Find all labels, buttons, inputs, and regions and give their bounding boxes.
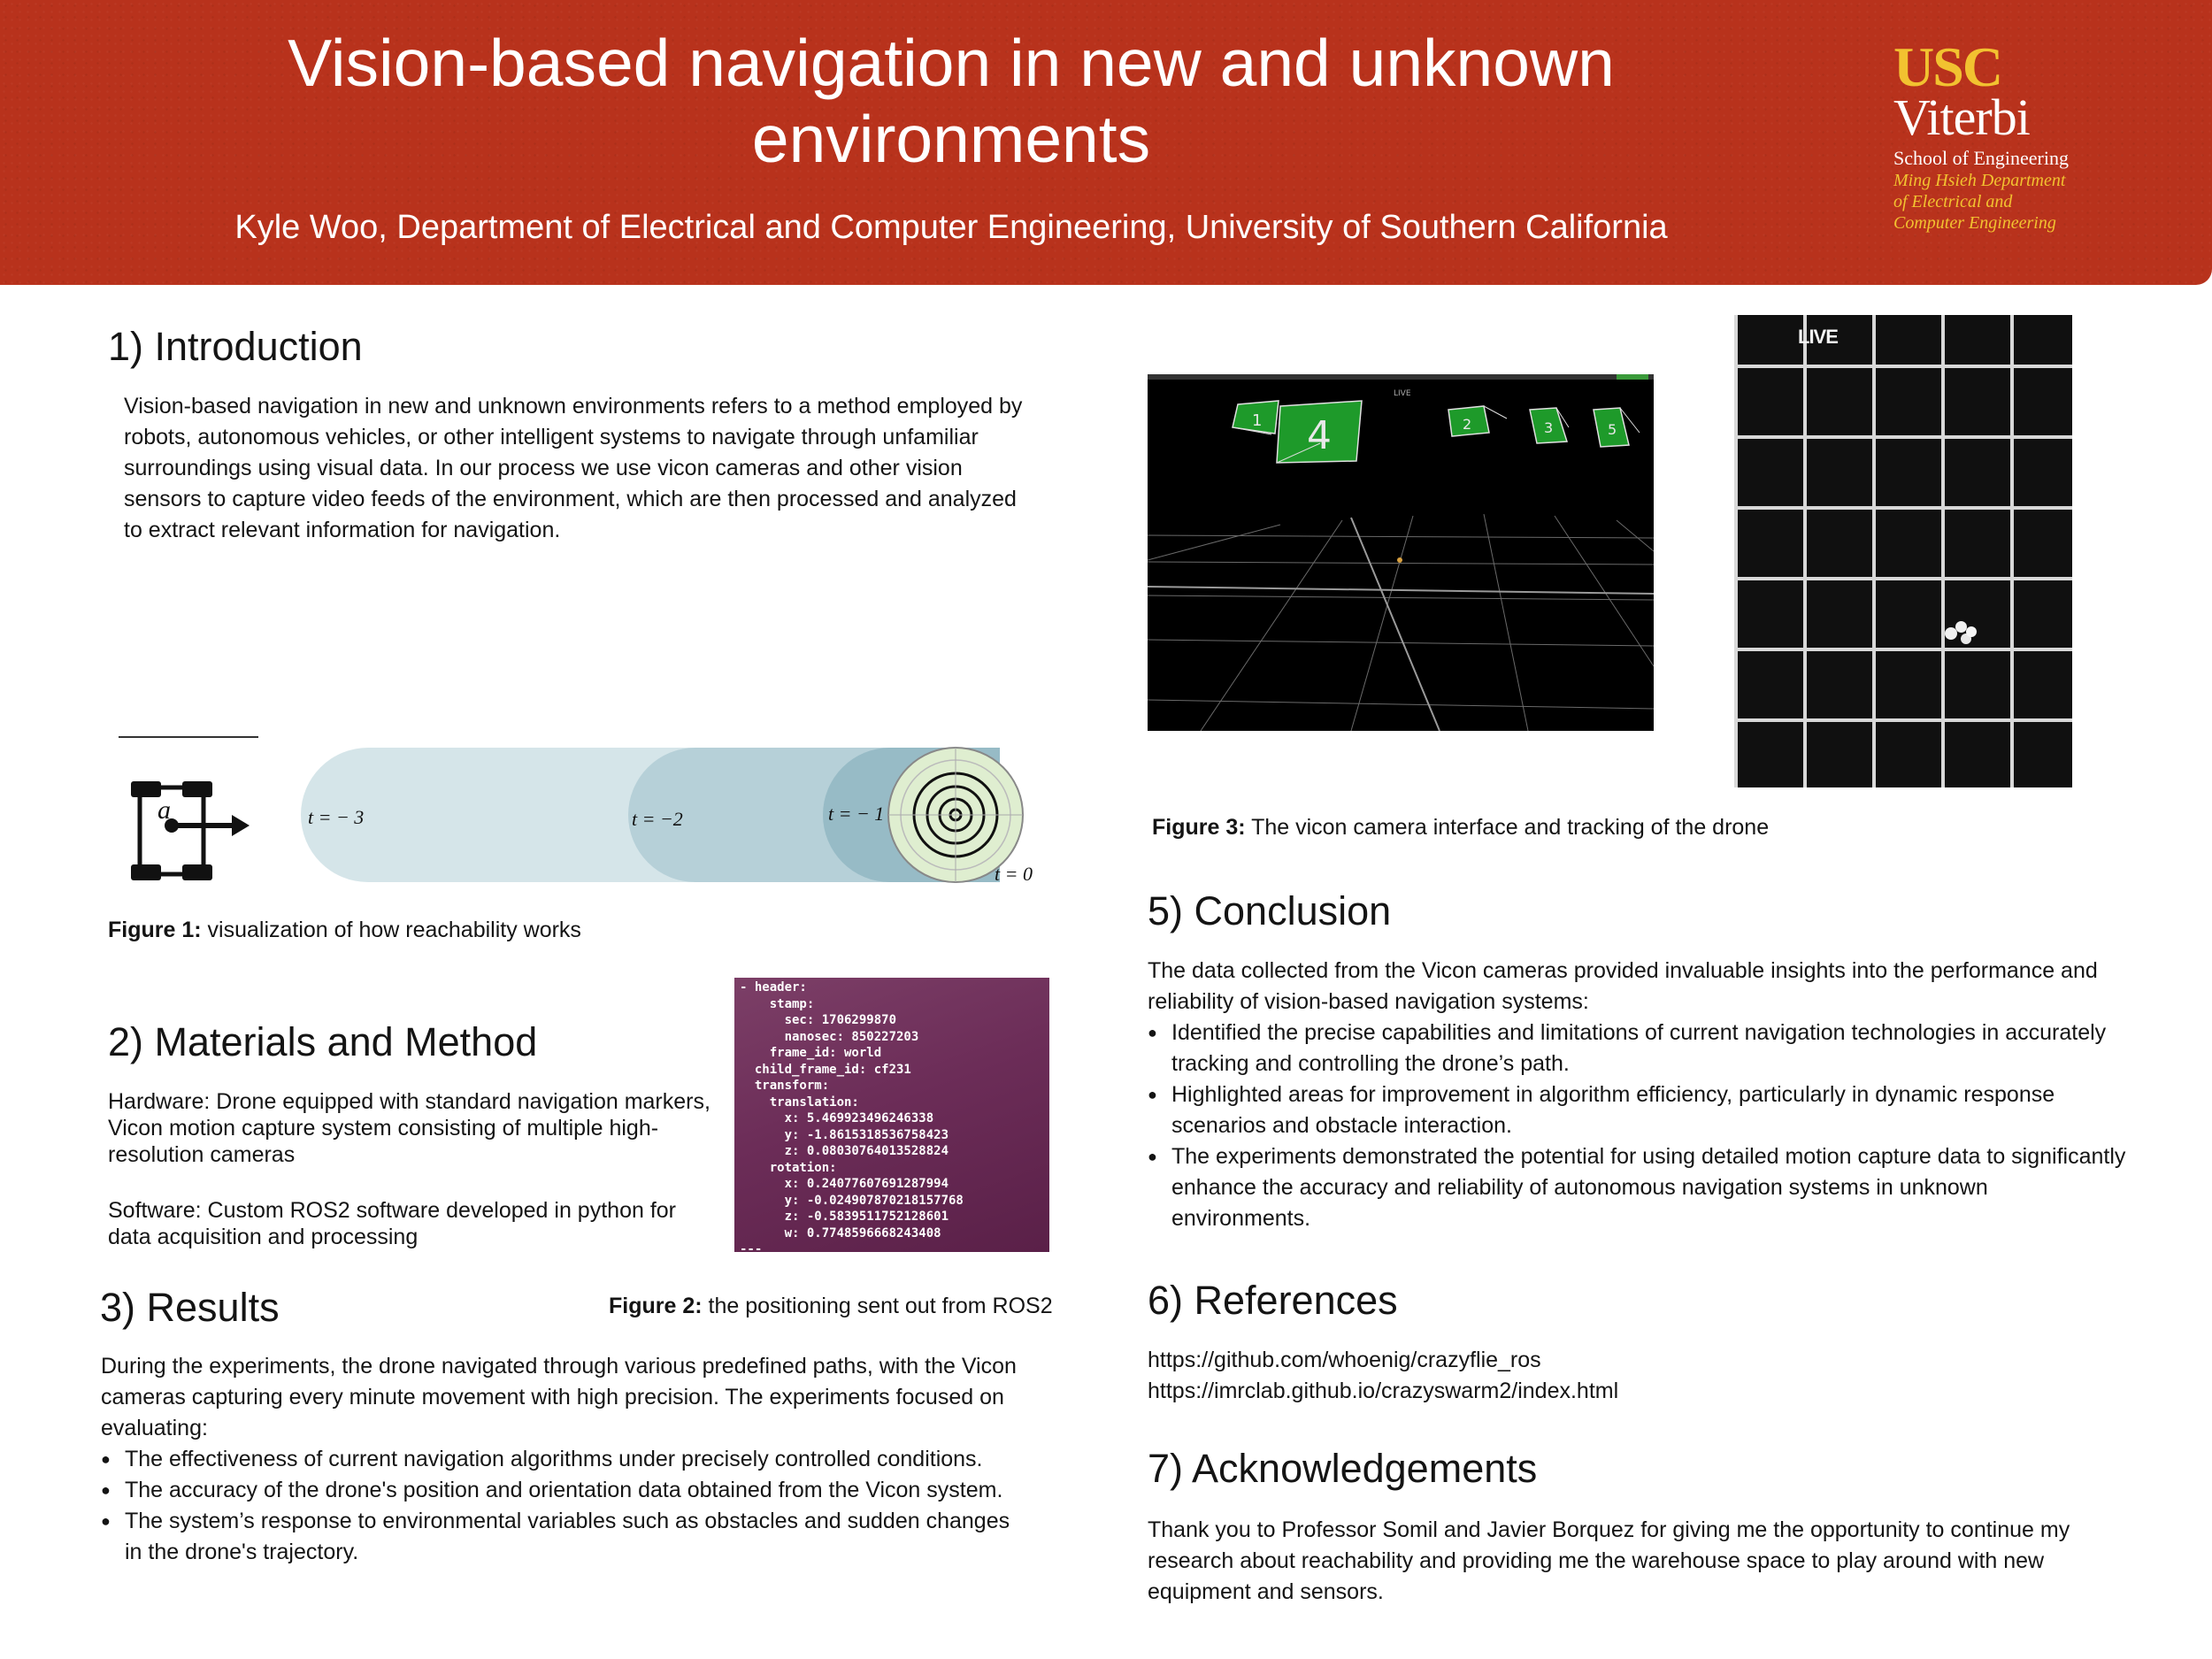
conclusion-bullet-list [1148,1018,2130,1234]
t-label-minus-1: t = − 1 [828,803,885,825]
methods-software: Software: Custom ROS2 software developed in python for data acquisition and processing [108,1198,676,1249]
terminal-line: --- [740,1242,763,1252]
grid-line [1872,315,1876,787]
results-intro: During the experiments, the drone navigated through various predefined paths, with the Vicon cameras capturing every minute movement with high precision. The experiments focused on evaluating: [101,1354,1017,1440]
methods-hardware: Hardware: Drone equipped with standard navigation markers, Vicon motion capture system consisting of multiple high-resolution cameras [108,1089,710,1167]
poster-title: Vision-based navigation in new and unknown environments [288,26,1615,176]
grid-line [2010,315,2014,787]
results-bullet: ● The system’s response to environmental variables such as obstacles and sudden changes in the drone's trajectory. [101,1506,1030,1568]
figure1-caption-label: Figure 1: [108,918,202,942]
terminal-line: x: 5.469923496246338 [740,1111,934,1125]
t-label-zero: t = 0 [995,863,1033,885]
terminal-line: frame_id: world [740,1046,882,1060]
logo-school-text: School of Engineering [1893,147,2069,169]
conclusion-heading: 5) Conclusion [1148,888,1392,933]
poster-authors: Kyle Woo, Department of Electrical and Computer Engineering, University of Southern California [234,209,1668,246]
vicon-screen-live-label: LIVE [1394,389,1411,398]
figure1-caption-text: visualization of how reachability works [201,918,581,942]
figure2-caption [609,1292,1053,1320]
conclusion-bullet: ● The experiments demonstrated the potential for using detailed motion capture data to significantly enhance the accuracy and reliability of autonomous navigation systems in unknown environments. [1148,1141,2130,1234]
conclusion-bullet: ● Highlighted areas for improvement in algorithm efficiency, particularly in dynamic response scenarios and obstacle interaction. [1148,1079,2130,1141]
vicon-software-screen [1148,374,1654,731]
grid-line [1941,315,1945,787]
grid-line [1803,315,1807,787]
grid-line [1734,506,2072,510]
terminal-line: child_frame_id: cf231 [740,1062,911,1077]
reference-link-crazyflie-ros[interactable]: https://github.com/whoenig/crazyflie_ros [1148,1348,1541,1372]
terminal-line: transform: [740,1079,830,1093]
grid-line [1734,577,2072,580]
intro-heading: 1) Introduction [108,324,363,369]
terminal-line: y: -1.8615318536758423 [740,1127,949,1142]
robot-car-icon [131,781,250,880]
t-label-minus-2: t = −2 [632,808,683,830]
photo-live-label: LIVE [1798,326,1838,348]
terminal-line: x: 0.24077607691287994 [740,1177,949,1191]
camera-number-1: 1 [1252,411,1263,430]
terminal-line: w: 0.7748596668243408 [740,1225,941,1240]
grid-line [1734,435,2072,439]
results-bullet: ● The effectiveness of current navigation algorithms under precisely controlled conditions. [101,1444,1030,1475]
acknowledgements-heading: 7) Acknowledgements [1148,1446,1538,1491]
camera-number-3: 3 [1544,419,1554,436]
figure3-caption-text: The vicon camera interface and tracking of the drone [1245,815,1770,840]
terminal-line: sec: 1706299870 [740,1013,897,1027]
tracked-drone-marker [1397,557,1402,563]
terminal-line: nanosec: 850227203 [740,1029,919,1044]
t-label-minus-3: t = − 3 [308,806,365,828]
logo-dept-line-2: of Electrical and [1893,192,2013,211]
robot-label: a [157,795,171,825]
terminal-line: y: -0.024907870218157768 [740,1193,964,1208]
figure3-caption-label: Figure 3: [1152,815,1246,840]
terminal-line: stamp: [740,996,815,1011]
drone-marker-ball [1966,626,1977,637]
reference-link-crazyswarm2[interactable]: https://imrclab.github.io/crazyswarm2/index.html [1148,1379,1619,1403]
grid-line [1734,648,2072,651]
results-bullet-list [101,1444,1030,1568]
grid-line [1734,365,2072,368]
terminal-line: translation: [740,1094,859,1110]
conclusion-intro: The data collected from the Vicon cameras provided invaluable insights into the performance and reliability of vision-based navigation systems: [1148,958,2098,1014]
grid-line [1734,718,2072,722]
results-bullet: ● The accuracy of the drone's position and orientation data obtained from the Vicon system. [101,1475,1030,1506]
logo-viterbi-text: Viterbi [1893,88,2030,146]
terminal-line: z: 0.08030764013528824 [740,1144,949,1158]
results-heading: 3) Results [100,1285,280,1330]
terminal-line: - header: [740,980,807,995]
camera-number-4: 4 [1307,413,1332,458]
methods-heading: 2) Materials and Method [108,1019,538,1064]
acknowledgements-body: Thank you to Professor Somil and Javier Borquez for giving me the opportunity to continue my research about reachability and providing me the warehouse space to play around with new equipment and sensors. [1148,1517,2070,1604]
figure3-caption [1152,813,1769,841]
usc-viterbi-logo [1893,35,2185,244]
camera-number-5: 5 [1608,421,1617,438]
figure1-reachability-diagram [115,730,1044,889]
ros2-terminal-output [734,978,1049,1252]
terminal-line: z: -0.5839511752128601 [740,1210,949,1224]
live-tracking-photo [1734,315,2072,787]
terminal-line: rotation: [740,1160,837,1175]
intro-body: Vision-based navigation in new and unknown environments refers to a method employed by robots, autonomous vehicles, or other intelligent systems to navigate through unfamiliar surroundings using visual data. In our process we use vicon cameras and other vision sensors to capture video feeds of the environment, which are then processed and analyzed to extract relevant information for navigation. [124,394,1023,542]
figure2-caption-label: Figure 2: [609,1294,703,1318]
conclusion-bullet: ● Identified the precise capabilities and limitations of current navigation technologies in accurately tracking and controlling the drone’s path. [1148,1018,2130,1079]
figure2-caption-text: the positioning sent out from ROS2 [702,1294,1053,1318]
logo-dept-line-1: Ming Hsieh Department [1893,171,2066,190]
grid-line [1734,315,1738,787]
figure1-caption [108,916,581,944]
logo-usc-text: USC [1893,35,2002,98]
camera-number-2: 2 [1463,416,1472,433]
references-heading: 6) References [1148,1278,1398,1323]
logo-dept-line-3: Computer Engineering [1893,213,2056,233]
